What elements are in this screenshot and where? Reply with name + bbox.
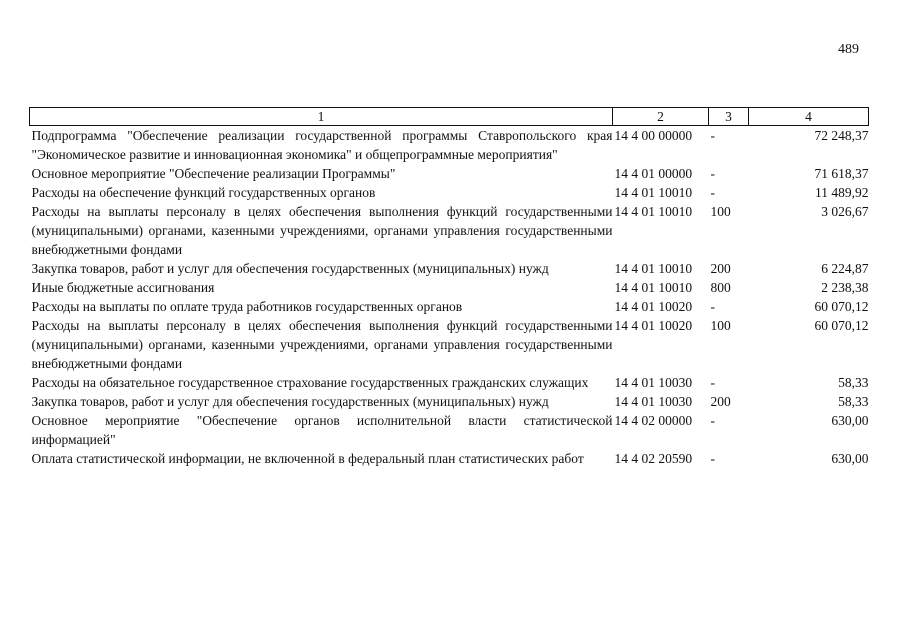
row-expense-type: 200	[710, 394, 731, 409]
row-expense-type: 200	[710, 261, 731, 276]
row-amount: 71 618,37	[814, 166, 869, 181]
row-name: Оплата статистической информации, не включенной в федеральный план статистических работ	[31, 451, 584, 466]
table-row	[30, 316, 869, 373]
table-row	[30, 411, 869, 449]
row-amount: 60 070,12	[814, 299, 869, 314]
row-expense-type: 100	[710, 318, 731, 333]
row-expense-type: -	[710, 166, 715, 181]
row-name: Расходы на выплаты персоналу в целях обеспечения выполнения функций государственными (муниципальными) органами, казенными учреждениями, органами управления государственными внебюджетными фондами	[31, 318, 613, 371]
column-header-amount: 4	[749, 108, 869, 126]
row-code: 14 4 01 10010	[614, 204, 693, 219]
row-name: Расходы на выплаты по оплате труда работников государственных органов	[31, 299, 463, 314]
table-header-row	[30, 108, 869, 126]
row-code: 14 4 01 10010	[614, 261, 693, 276]
row-name: Расходы на обеспечение функций государственных органов	[31, 185, 376, 200]
column-header-name: 1	[30, 108, 613, 126]
row-amount: 630,00	[831, 413, 869, 428]
table-row	[30, 164, 869, 183]
row-expense-type: -	[710, 451, 715, 466]
table-row	[30, 183, 869, 202]
row-name: Подпрограмма "Обеспечение реализации государственной программы Ставропольского края "Экономическое развитие и инновационная экономика" и общепрограммные мероприятия"	[31, 128, 613, 162]
row-expense-type: -	[710, 128, 715, 143]
row-expense-type: 100	[710, 204, 731, 219]
row-code: 14 4 01 00000	[614, 166, 693, 181]
page-number: 489	[838, 42, 859, 57]
row-amount: 72 248,37	[814, 128, 869, 143]
row-amount: 2 238,38	[821, 280, 869, 295]
row-name: Иные бюджетные ассигнования	[31, 280, 215, 295]
row-name: Основное мероприятие "Обеспечение реализации Программы"	[31, 166, 396, 181]
table-row	[30, 392, 869, 411]
row-amount: 11 489,92	[815, 185, 869, 200]
table-row	[30, 202, 869, 259]
table-row	[30, 297, 869, 316]
row-code: 14 4 01 10020	[614, 299, 693, 314]
row-name: Расходы на выплаты персоналу в целях обеспечения выполнения функций государственными (муниципальными) органами, казенными учреждениями, органами управления государственными внебюджетными фондами	[31, 204, 613, 257]
table-row	[30, 278, 869, 297]
row-expense-type: 800	[710, 280, 731, 295]
row-code: 14 4 01 10030	[614, 394, 693, 409]
row-name: Расходы на обязательное государственное страхование государственных гражданских служащих	[31, 375, 589, 390]
row-code: 14 4 01 10030	[614, 375, 693, 390]
table-body	[30, 126, 869, 469]
table-row	[30, 373, 869, 392]
row-amount: 58,33	[838, 394, 869, 409]
row-amount: 58,33	[838, 375, 869, 390]
row-name: Закупка товаров, работ и услуг для обеспечения государственных (муниципальных) нужд	[31, 394, 549, 409]
column-header-code: 2	[613, 108, 709, 126]
row-code: 14 4 01 10010	[614, 280, 693, 295]
row-code: 14 4 02 00000	[614, 413, 693, 428]
row-code: 14 4 00 00000	[614, 128, 693, 143]
table-row	[30, 126, 869, 165]
column-header-expense-type: 3	[709, 108, 749, 126]
row-code: 14 4 01 10010	[614, 185, 693, 200]
row-code: 14 4 01 10020	[614, 318, 693, 333]
row-amount: 3 026,67	[821, 204, 869, 219]
row-expense-type: -	[710, 299, 715, 314]
row-amount: 6 224,87	[821, 261, 869, 276]
table-row	[30, 449, 869, 468]
row-code: 14 4 02 20590	[614, 451, 693, 466]
row-name: Основное мероприятие "Обеспечение органов исполнительной власти статистической информацией"	[31, 413, 613, 447]
row-expense-type: -	[710, 375, 715, 390]
row-amount: 630,00	[831, 451, 869, 466]
row-expense-type: -	[710, 413, 715, 428]
row-expense-type: -	[710, 185, 715, 200]
row-amount: 60 070,12	[814, 318, 869, 333]
budget-table	[29, 107, 869, 468]
row-name: Закупка товаров, работ и услуг для обеспечения государственных (муниципальных) нужд	[31, 261, 549, 276]
table-row	[30, 259, 869, 278]
